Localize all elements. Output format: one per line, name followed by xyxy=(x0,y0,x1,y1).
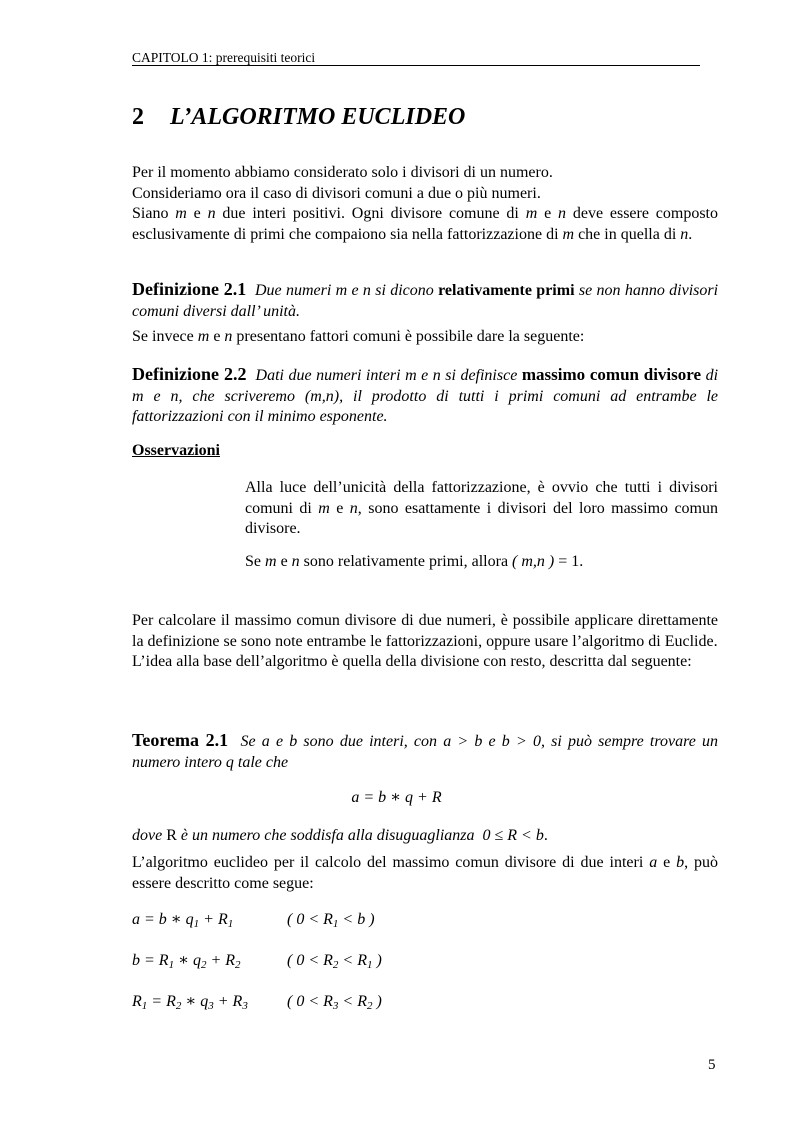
division-formula: a = b ∗ q + R xyxy=(351,789,442,806)
theorem-statement: Se a e b sono due interi, con a > b e b > 0, si può sempre trovare un numero intero q tale che xyxy=(132,733,719,771)
chapter-heading: L’ALGORITMO EUCLIDEO xyxy=(170,104,466,130)
equation-3: $R_1 = R_2$ ∗ $q_3 + R_3$ xyxy=(132,993,248,1012)
condition-1: ( $0 < R_1 < b$ ) xyxy=(287,911,375,930)
equation-1: a = b ∗ $q_1 + R_1$ xyxy=(132,911,234,930)
condition-2: ( $0 < R_2 < R_1$ ) xyxy=(287,952,382,971)
running-header: CAPITOLO 1: prerequisiti teorici xyxy=(132,51,700,66)
observations-title: Osservazioni xyxy=(132,442,220,459)
intro-line-3: Siano m e n due interi positivi. Ogni divisore comune di m e n deve essere composto esclusivamente di primi che compaiono sia nella fattorizzazione di m che in quella di n. xyxy=(132,205,718,243)
chapter-title xyxy=(132,104,465,130)
definition-heading: Definizione 2.2 xyxy=(132,364,247,384)
chapter-number: 2 xyxy=(132,104,144,130)
observation-1: Alla luce dell’unicità della fattorizzazione, è ovvio che tutti i divisori comuni di m e n, sono esattamente i divisori del loro massimo comun divisore. xyxy=(245,479,718,537)
method-p1: Per calcolare il massimo comun divisore di due numeri, è possibile applicare direttamente la definizione se sono note entrambe le fattorizzazioni, oppure usare l’algoritmo di Euclide. xyxy=(132,612,718,650)
method-p2: L’idea alla base dell’algoritmo è quella della divisione con resto, descritta dal seguente: xyxy=(132,653,692,670)
intro-line-1: Per il momento abbiamo considerato solo i divisori di un numero. xyxy=(132,164,553,181)
page-number: 5 xyxy=(708,1057,716,1073)
intro-line-2: Consideriamo ora il caso di divisori comuni a due o più numeri. xyxy=(132,184,541,202)
definition-heading: Definizione 2.1 xyxy=(132,279,247,299)
transition-paragraph: Se invece m e n presentano fattori comuni è possibile dare la seguente: xyxy=(132,328,585,345)
theorem-2-1 xyxy=(132,730,718,773)
definition-2-1: Definizione 2.1 Due numeri m e n si dicono relativamente primi se non hanno divisori comuni diversi dall’ unità. xyxy=(132,279,719,320)
term-gcd: massimo comun divisore xyxy=(521,365,702,384)
theorem-heading: Teorema 2.1 xyxy=(132,730,229,750)
definition-2-2: Definizione 2.2 Dati due numeri interi m e n si definisce massimo comun divisore di m e n, che scriveremo (m,n), il prodotto di tutti i primi comuni ad entrambe le fattorizzazioni con il minimo esponente. xyxy=(132,364,719,425)
theorem-condition: dove R è un numero che soddisfa alla disuguaglianza 0 ≤ R < b. xyxy=(132,827,548,844)
term-relatively-prime: relativamente primi xyxy=(438,282,575,299)
gcd-notation: ( m,n ) xyxy=(512,553,555,570)
algorithm-paragraph: L’algoritmo euclideo per il calcolo del massimo comun divisore di due interi a e b, può essere descritto come segue: xyxy=(132,854,718,892)
method-paragraph xyxy=(132,611,718,673)
observation-2: Se m e n sono relativamente primi, allora ( m,n ) = 1. xyxy=(245,553,584,570)
condition-3: ( $0 < R_3 < R_2$ ) xyxy=(287,993,382,1012)
inequality-formula: 0 ≤ R < b xyxy=(482,827,544,844)
intro-paragraph xyxy=(132,163,718,245)
equation-2: $b = R_1$ ∗ $q_2 + R_2$ xyxy=(132,952,241,971)
